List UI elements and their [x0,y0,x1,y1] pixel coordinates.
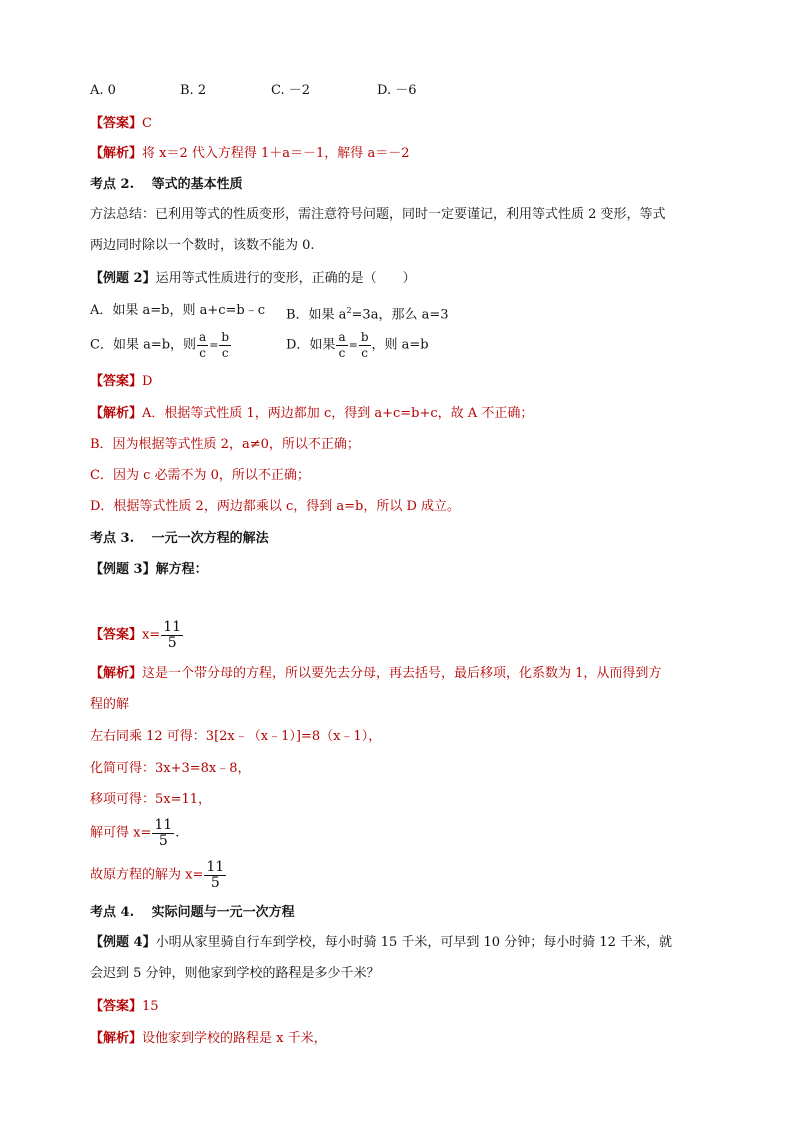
example-text: 小明从家里骑自行车到学校，每小时骑 15 千米，可早到 10 分钟；每小时骑 12 千米，就 [155,935,672,950]
fraction-den: c [199,346,206,360]
kp2-title: 考点 2. 等式的基本性质 [90,177,243,192]
example3-analysis-line2: 程的解 [90,697,130,712]
kp3-title: 考点 3. 一元一次方程的解法 [90,531,269,546]
analysis-tag: 【解析】 [90,146,143,161]
period: . [175,825,180,841]
fraction-den: 5 [167,635,177,651]
fraction [204,860,226,891]
fraction-den: c [338,346,346,360]
fraction [152,818,174,849]
answer-value: D [142,374,153,389]
example3-step2: 化简可得：3x+3=8x﹣8， [90,761,251,776]
equals: = [348,338,358,352]
example3-step3: 移项可得：5x=11， [90,792,212,807]
fraction [161,620,183,651]
example3 [90,561,208,579]
q1-analysis [90,145,409,163]
fraction-den: c [361,346,369,360]
analysis-text: 这是一个带分母的方程，所以要先去分母，再去括号，最后移项，化系数为 1，从而得到方 [142,666,662,681]
example-text: 解方程： [155,562,208,577]
analysis-tag: 【解析】 [90,406,143,421]
fraction-num: 11 [163,619,182,635]
q1-option-b: B. 2 [180,83,207,98]
fraction [359,330,371,361]
example-tag: 【例题 4】 [90,935,156,950]
step-prefix: 解可得 x= [90,825,152,841]
analysis-tag: 【解析】 [90,666,143,681]
example4-analysis [90,1030,327,1048]
example2-options-cd [90,330,510,362]
option-b-pre: B．如果 a [286,307,347,323]
kp2-method-line1: 方法总结：已利用等式的性质变形，需注意符号问题，同时一定要谨记，利用等式性质 2 变形，等式 [90,207,666,222]
fraction-num: 11 [206,859,225,875]
q1-option-c: C. －2 [271,83,311,98]
example-tag: 【例题 2】 [90,271,156,286]
answer-tag: 【答案】 [90,999,143,1014]
example3-analysis-line1 [90,665,661,683]
example3-step1: 左右同乘 12 可得：3[2x﹣（x﹣1）]=8（x﹣1）， [90,729,382,744]
answer-value: C [142,116,152,131]
q1-option-a: A. 0 [90,83,116,98]
analysis-text: 将 x＝2 代入方程得 1＋a＝－1，解得 a＝－2 [142,146,410,161]
example2 [90,270,416,288]
option-b-sup: 2 [346,306,352,315]
example3-answer [90,620,184,651]
option-c-pre: C．如果 a=b，则 [90,337,197,353]
example2-options-ab [90,302,510,323]
kp4-title: 考点 4. 实际问题与一元一次方程 [90,905,295,920]
example2-analysis-b: B．因为根据等式性质 2，a≠0，所以不正确； [90,437,360,452]
fraction-num: a [338,330,346,344]
example2-option-b [286,302,449,324]
fraction-den: 5 [158,833,168,849]
fraction [336,330,347,361]
fraction [219,330,231,361]
example4-answer [90,998,159,1016]
answer-prefix: x= [142,627,161,643]
example3-step4 [90,818,179,849]
answer-tag: 【答案】 [90,374,143,389]
fraction-num: a [199,330,207,344]
example2-analysis-d: D．根据等式性质 2，两边都乘以 c，得到 a=b，所以 D 成立。 [90,499,461,514]
analysis-text: 设他家到学校的路程是 x 千米， [142,1031,327,1046]
equals: = [209,338,219,352]
example-text: 运用等式性质进行的变形，正确的是（ ） [155,271,416,286]
fraction-num: 11 [154,817,173,833]
example-tag: 【例题 3】 [90,562,156,577]
fraction [197,330,208,361]
example2-analysis-a [90,405,533,423]
fraction-den: 5 [210,875,220,891]
q1-answer [90,115,152,133]
example3-step5 [90,860,227,891]
option-d-pre: D．如果 [286,337,336,353]
analysis-tag: 【解析】 [90,1031,143,1046]
q1-option-d: D. －6 [377,83,417,98]
option-d-post: ，则 a=b [371,337,429,353]
fraction-num: b [360,330,369,344]
fraction-num: b [221,330,230,344]
example4-line2: 会迟到 5 分钟，则他家到学校的路程是多少千米？ [90,966,380,981]
answer-value: 15 [142,999,159,1014]
step-prefix: 故原方程的解为 x= [90,867,204,883]
kp2-method-line2: 两边同时除以一个数时，该数不能为 0. [90,238,315,253]
example2-option-c [90,330,232,361]
example4-line1 [90,934,672,952]
q1-options [90,82,490,100]
answer-tag: 【答案】 [90,627,143,643]
fraction-den: c [221,346,229,360]
option-b-post: =3a，那么 a=3 [351,307,449,323]
example2-answer [90,373,152,391]
example2-option-d [286,330,429,361]
answer-tag: 【答案】 [90,116,143,131]
analysis-text: A．根据等式性质 1，两边都加 c，得到 a+c=b+c，故 A 不正确； [142,406,534,421]
example2-analysis-c: C．因为 c 必需不为 0，所以不正确； [90,468,310,483]
example2-option-a: A．如果 a=b，则 a+c=b﹣c [90,303,266,318]
